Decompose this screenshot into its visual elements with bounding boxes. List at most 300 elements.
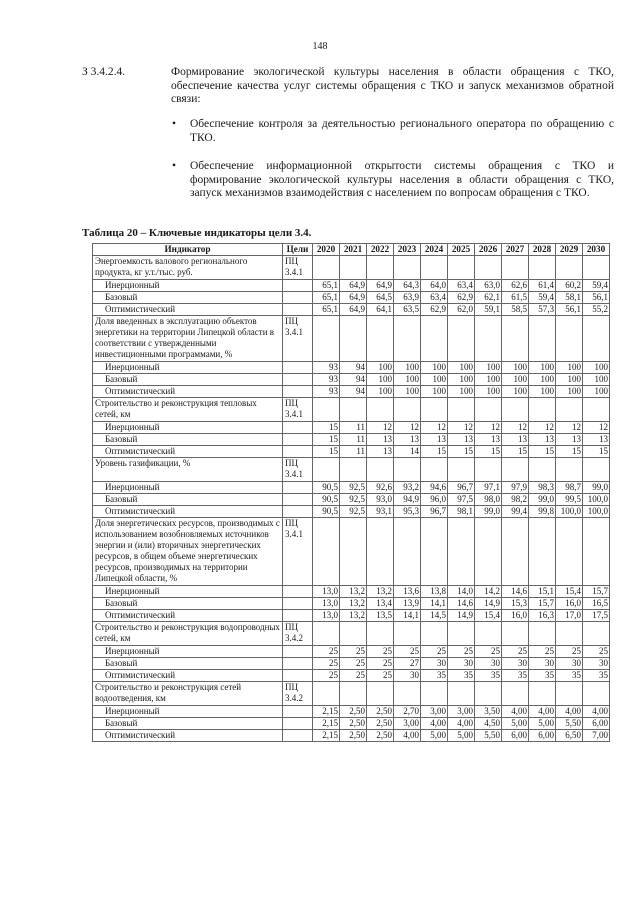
- value-cell: 65,1: [313, 292, 340, 304]
- value-cell: 2,70: [394, 706, 421, 718]
- value-cell: 4,00: [394, 730, 421, 742]
- value-cell: 5,00: [502, 718, 529, 730]
- table-caption: Таблица 20 – Ключевые индикаторы цели 3.4.: [82, 227, 312, 239]
- empty-cell: [340, 398, 367, 422]
- value-cell: 100: [502, 374, 529, 386]
- value-cell: 25: [367, 670, 394, 682]
- value-cell: 100: [529, 374, 556, 386]
- value-cell: 99,5: [556, 494, 583, 506]
- value-cell: 3,00: [394, 718, 421, 730]
- value-cell: 17,5: [583, 610, 610, 622]
- scenario-label: Инерционный: [93, 586, 283, 598]
- value-cell: 100,0: [583, 494, 610, 506]
- value-cell: 14,9: [475, 598, 502, 610]
- value-cell: 13: [502, 434, 529, 446]
- column-header: 2026: [475, 244, 502, 256]
- value-cell: 100: [421, 374, 448, 386]
- value-cell: 57,3: [529, 304, 556, 316]
- indicator-goal: ПЦ 3.4.1: [283, 256, 313, 280]
- value-cell: 93: [313, 374, 340, 386]
- value-cell: 100: [556, 386, 583, 398]
- empty-cell: [367, 518, 394, 586]
- value-cell: 100: [583, 362, 610, 374]
- value-cell: 15: [529, 446, 556, 458]
- value-cell: 13,0: [313, 598, 340, 610]
- value-cell: 90,5: [313, 482, 340, 494]
- value-cell: 14,1: [394, 610, 421, 622]
- empty-cell: [475, 458, 502, 482]
- scenario-row: [93, 386, 610, 398]
- value-cell: 100: [448, 374, 475, 386]
- empty-cell: [283, 670, 313, 682]
- value-cell: 12: [421, 422, 448, 434]
- value-cell: 100: [475, 374, 502, 386]
- empty-cell: [313, 622, 340, 646]
- column-header: 2021: [340, 244, 367, 256]
- empty-cell: [475, 316, 502, 362]
- scenario-label: Инерционный: [93, 362, 283, 374]
- empty-cell: [529, 398, 556, 422]
- empty-cell: [394, 622, 421, 646]
- value-cell: 2,50: [340, 718, 367, 730]
- empty-cell: [340, 256, 367, 280]
- empty-cell: [283, 422, 313, 434]
- value-cell: 100: [529, 386, 556, 398]
- value-cell: 100,0: [583, 506, 610, 518]
- value-cell: 5,00: [529, 718, 556, 730]
- value-cell: 60,2: [556, 280, 583, 292]
- empty-cell: [583, 316, 610, 362]
- empty-cell: [421, 256, 448, 280]
- empty-cell: [283, 730, 313, 742]
- empty-cell: [283, 304, 313, 316]
- empty-cell: [394, 256, 421, 280]
- value-cell: 64,9: [367, 280, 394, 292]
- value-cell: 17,0: [556, 610, 583, 622]
- scenario-row: [93, 422, 610, 434]
- value-cell: 100: [583, 386, 610, 398]
- value-cell: 100: [529, 362, 556, 374]
- scenario-row: [93, 730, 610, 742]
- value-cell: 12: [529, 422, 556, 434]
- column-header: 2023: [394, 244, 421, 256]
- empty-cell: [556, 682, 583, 706]
- value-cell: 59,1: [475, 304, 502, 316]
- empty-cell: [313, 682, 340, 706]
- scenario-row: [93, 658, 610, 670]
- value-cell: 4,00: [583, 706, 610, 718]
- value-cell: 3,00: [448, 706, 475, 718]
- empty-cell: [502, 622, 529, 646]
- empty-cell: [283, 362, 313, 374]
- page-number: 148: [312, 41, 328, 52]
- empty-cell: [421, 518, 448, 586]
- value-cell: 14,6: [448, 598, 475, 610]
- value-cell: 13: [583, 434, 610, 446]
- empty-cell: [556, 518, 583, 586]
- value-cell: 11: [340, 434, 367, 446]
- scenario-label: Оптимистический: [93, 506, 283, 518]
- value-cell: 14,5: [421, 610, 448, 622]
- value-cell: 30: [394, 670, 421, 682]
- indicator-row: [93, 622, 610, 646]
- value-cell: 25: [367, 646, 394, 658]
- indicator-goal: ПЦ 3.4.1: [283, 316, 313, 362]
- empty-cell: [583, 682, 610, 706]
- indicator-name: Доля введенных в эксплуатацию объектов энергетики на территории Липецкой области в соответствии с утвержденными инвестиционными программами, %: [93, 316, 283, 362]
- empty-cell: [340, 622, 367, 646]
- scenario-label: Инерционный: [93, 646, 283, 658]
- value-cell: 100: [583, 374, 610, 386]
- indicator-goal: ПЦ 3.4.1: [283, 518, 313, 586]
- scenario-label: Инерционный: [93, 706, 283, 718]
- empty-cell: [340, 682, 367, 706]
- value-cell: 62,9: [448, 292, 475, 304]
- value-cell: 4,50: [475, 718, 502, 730]
- value-cell: 25: [529, 646, 556, 658]
- value-cell: 13: [529, 434, 556, 446]
- indicator-name: Уровень газификации, %: [93, 458, 283, 482]
- value-cell: 63,5: [394, 304, 421, 316]
- empty-cell: [448, 682, 475, 706]
- empty-cell: [448, 316, 475, 362]
- value-cell: 25: [340, 646, 367, 658]
- value-cell: 15: [421, 446, 448, 458]
- value-cell: 35: [475, 670, 502, 682]
- scenario-row: [93, 304, 610, 316]
- scenario-label: Инерционный: [93, 422, 283, 434]
- indicator-row: [93, 316, 610, 362]
- empty-cell: [556, 458, 583, 482]
- value-cell: 95,3: [394, 506, 421, 518]
- value-cell: 92,5: [340, 506, 367, 518]
- value-cell: 64,3: [394, 280, 421, 292]
- value-cell: 30: [421, 658, 448, 670]
- value-cell: 2,50: [340, 730, 367, 742]
- value-cell: 3,00: [421, 706, 448, 718]
- value-cell: 100: [502, 386, 529, 398]
- empty-cell: [313, 398, 340, 422]
- scenario-row: [93, 586, 610, 598]
- value-cell: 94: [340, 374, 367, 386]
- scenario-row: [93, 610, 610, 622]
- value-cell: 25: [340, 658, 367, 670]
- empty-cell: [502, 458, 529, 482]
- value-cell: 2,50: [367, 730, 394, 742]
- empty-cell: [283, 494, 313, 506]
- value-cell: 96,0: [421, 494, 448, 506]
- value-cell: 99,4: [502, 506, 529, 518]
- value-cell: 64,5: [367, 292, 394, 304]
- empty-cell: [529, 256, 556, 280]
- value-cell: 92,5: [340, 482, 367, 494]
- value-cell: 94,9: [394, 494, 421, 506]
- value-cell: 98,0: [475, 494, 502, 506]
- value-cell: 30: [529, 658, 556, 670]
- empty-cell: [529, 682, 556, 706]
- empty-cell: [367, 256, 394, 280]
- empty-cell: [421, 682, 448, 706]
- scenario-label: Базовый: [93, 718, 283, 730]
- empty-cell: [283, 646, 313, 658]
- value-cell: 12: [394, 422, 421, 434]
- empty-cell: [421, 316, 448, 362]
- value-cell: 12: [475, 422, 502, 434]
- scenario-row: [93, 292, 610, 304]
- value-cell: 35: [448, 670, 475, 682]
- value-cell: 13,9: [394, 598, 421, 610]
- value-cell: 12: [502, 422, 529, 434]
- value-cell: 7,00: [583, 730, 610, 742]
- value-cell: 92,5: [340, 494, 367, 506]
- value-cell: 16,0: [502, 610, 529, 622]
- value-cell: 13: [556, 434, 583, 446]
- column-header: 2020: [313, 244, 340, 256]
- empty-cell: [448, 622, 475, 646]
- scenario-label: Базовый: [93, 658, 283, 670]
- empty-cell: [394, 682, 421, 706]
- scenario-label: Базовый: [93, 598, 283, 610]
- value-cell: 92,6: [367, 482, 394, 494]
- value-cell: 13,6: [394, 586, 421, 598]
- value-cell: 25: [475, 646, 502, 658]
- value-cell: 96,7: [448, 482, 475, 494]
- value-cell: 64,9: [340, 292, 367, 304]
- column-header: 2027: [502, 244, 529, 256]
- value-cell: 14,6: [502, 586, 529, 598]
- scenario-row: [93, 506, 610, 518]
- value-cell: 15,7: [529, 598, 556, 610]
- value-cell: 35: [502, 670, 529, 682]
- value-cell: 93,1: [367, 506, 394, 518]
- value-cell: 100: [367, 374, 394, 386]
- empty-cell: [583, 458, 610, 482]
- value-cell: 62,0: [448, 304, 475, 316]
- value-cell: 64,0: [421, 280, 448, 292]
- empty-cell: [283, 718, 313, 730]
- value-cell: 30: [475, 658, 502, 670]
- value-cell: 97,1: [475, 482, 502, 494]
- empty-cell: [583, 622, 610, 646]
- table-body: [93, 256, 610, 742]
- scenario-label: Инерционный: [93, 482, 283, 494]
- scenario-label: Оптимистический: [93, 386, 283, 398]
- value-cell: 63,0: [475, 280, 502, 292]
- value-cell: 6,00: [502, 730, 529, 742]
- empty-cell: [502, 256, 529, 280]
- value-cell: 98,2: [502, 494, 529, 506]
- empty-cell: [283, 610, 313, 622]
- scenario-label: Оптимистический: [93, 304, 283, 316]
- value-cell: 12: [583, 422, 610, 434]
- value-cell: 27: [394, 658, 421, 670]
- scenario-row: [93, 494, 610, 506]
- section-code: З 3.4.2.4.: [82, 66, 126, 78]
- value-cell: 100: [394, 386, 421, 398]
- value-cell: 5,50: [475, 730, 502, 742]
- value-cell: 94: [340, 362, 367, 374]
- indicator-goal: ПЦ 3.4.1: [283, 458, 313, 482]
- indicator-name: Строительство и реконструкция тепловых сетей, км: [93, 398, 283, 422]
- value-cell: 13,8: [421, 586, 448, 598]
- empty-cell: [529, 458, 556, 482]
- value-cell: 6,50: [556, 730, 583, 742]
- empty-cell: [448, 256, 475, 280]
- value-cell: 15: [475, 446, 502, 458]
- value-cell: 62,9: [421, 304, 448, 316]
- value-cell: 13: [421, 434, 448, 446]
- empty-cell: [583, 256, 610, 280]
- scenario-row: [93, 646, 610, 658]
- value-cell: 15: [556, 446, 583, 458]
- empty-cell: [556, 256, 583, 280]
- value-cell: 65,1: [313, 304, 340, 316]
- value-cell: 59,4: [583, 280, 610, 292]
- value-cell: 3,50: [475, 706, 502, 718]
- value-cell: 25: [313, 646, 340, 658]
- scenario-label: Базовый: [93, 374, 283, 386]
- value-cell: 100: [394, 362, 421, 374]
- value-cell: 98,1: [448, 506, 475, 518]
- value-cell: 96,7: [421, 506, 448, 518]
- value-cell: 97,5: [448, 494, 475, 506]
- empty-cell: [313, 458, 340, 482]
- empty-cell: [340, 458, 367, 482]
- value-cell: 55,2: [583, 304, 610, 316]
- value-cell: 61,5: [502, 292, 529, 304]
- value-cell: 15: [502, 446, 529, 458]
- value-cell: 13,2: [367, 586, 394, 598]
- value-cell: 100: [556, 362, 583, 374]
- empty-cell: [283, 598, 313, 610]
- value-cell: 30: [583, 658, 610, 670]
- empty-cell: [283, 506, 313, 518]
- empty-cell: [313, 518, 340, 586]
- value-cell: 2,15: [313, 718, 340, 730]
- value-cell: 2,50: [367, 718, 394, 730]
- column-header: Цели: [283, 244, 313, 256]
- value-cell: 35: [529, 670, 556, 682]
- bullet-item: [171, 160, 614, 201]
- scenario-row: [93, 446, 610, 458]
- empty-cell: [556, 316, 583, 362]
- value-cell: 58,5: [502, 304, 529, 316]
- indicator-goal: ПЦ 3.4.1: [283, 398, 313, 422]
- indicator-row: [93, 518, 610, 586]
- value-cell: 93,2: [394, 482, 421, 494]
- empty-cell: [502, 682, 529, 706]
- empty-cell: [367, 316, 394, 362]
- empty-cell: [421, 622, 448, 646]
- value-cell: 99,0: [529, 494, 556, 506]
- value-cell: 13: [367, 434, 394, 446]
- empty-cell: [340, 316, 367, 362]
- value-cell: 100: [448, 362, 475, 374]
- value-cell: 100: [367, 362, 394, 374]
- value-cell: 100: [394, 374, 421, 386]
- empty-cell: [283, 386, 313, 398]
- scenario-row: [93, 670, 610, 682]
- empty-cell: [475, 256, 502, 280]
- value-cell: 30: [556, 658, 583, 670]
- empty-cell: [283, 446, 313, 458]
- value-cell: 12: [448, 422, 475, 434]
- value-cell: 100: [367, 386, 394, 398]
- value-cell: 13,0: [313, 586, 340, 598]
- scenario-row: [93, 374, 610, 386]
- scenario-row: [93, 706, 610, 718]
- value-cell: 13,0: [313, 610, 340, 622]
- empty-cell: [367, 682, 394, 706]
- scenario-label: Инерционный: [93, 280, 283, 292]
- value-cell: 64,9: [340, 280, 367, 292]
- value-cell: 25: [448, 646, 475, 658]
- value-cell: 100: [421, 362, 448, 374]
- value-cell: 2,50: [340, 706, 367, 718]
- value-cell: 25: [421, 646, 448, 658]
- indicator-name: Строительство и реконструкция водопроводных сетей, км: [93, 622, 283, 646]
- value-cell: 93: [313, 362, 340, 374]
- value-cell: 12: [556, 422, 583, 434]
- scenario-label: Оптимистический: [93, 446, 283, 458]
- value-cell: 15: [313, 434, 340, 446]
- scenario-label: Базовый: [93, 494, 283, 506]
- value-cell: 99,0: [583, 482, 610, 494]
- value-cell: 5,50: [556, 718, 583, 730]
- value-cell: 35: [583, 670, 610, 682]
- empty-cell: [556, 398, 583, 422]
- value-cell: 99,8: [529, 506, 556, 518]
- value-cell: 14,2: [475, 586, 502, 598]
- value-cell: 100,0: [556, 506, 583, 518]
- value-cell: 13,2: [340, 598, 367, 610]
- empty-cell: [421, 398, 448, 422]
- value-cell: 100: [502, 362, 529, 374]
- value-cell: 6,00: [583, 718, 610, 730]
- bullet-item: [171, 118, 614, 145]
- value-cell: 30: [502, 658, 529, 670]
- scenario-label: Оптимистический: [93, 610, 283, 622]
- value-cell: 13,4: [367, 598, 394, 610]
- scenario-row: [93, 718, 610, 730]
- empty-cell: [475, 398, 502, 422]
- value-cell: 4,00: [529, 706, 556, 718]
- value-cell: 25: [556, 646, 583, 658]
- empty-cell: [313, 316, 340, 362]
- empty-cell: [283, 586, 313, 598]
- column-header: 2025: [448, 244, 475, 256]
- value-cell: 13,2: [340, 610, 367, 622]
- value-cell: 11: [340, 422, 367, 434]
- empty-cell: [394, 518, 421, 586]
- value-cell: 98,7: [556, 482, 583, 494]
- value-cell: 90,5: [313, 506, 340, 518]
- value-cell: 15: [313, 422, 340, 434]
- value-cell: 15,1: [529, 586, 556, 598]
- indicator-goal: ПЦ 3.4.2: [283, 682, 313, 706]
- indicator-row: [93, 398, 610, 422]
- column-header: 2024: [421, 244, 448, 256]
- scenario-row: [93, 598, 610, 610]
- empty-cell: [394, 316, 421, 362]
- empty-cell: [583, 518, 610, 586]
- value-cell: 4,00: [502, 706, 529, 718]
- value-cell: 100: [475, 362, 502, 374]
- value-cell: 15: [583, 446, 610, 458]
- value-cell: 63,9: [394, 292, 421, 304]
- scenario-label: Базовый: [93, 292, 283, 304]
- value-cell: 62,6: [502, 280, 529, 292]
